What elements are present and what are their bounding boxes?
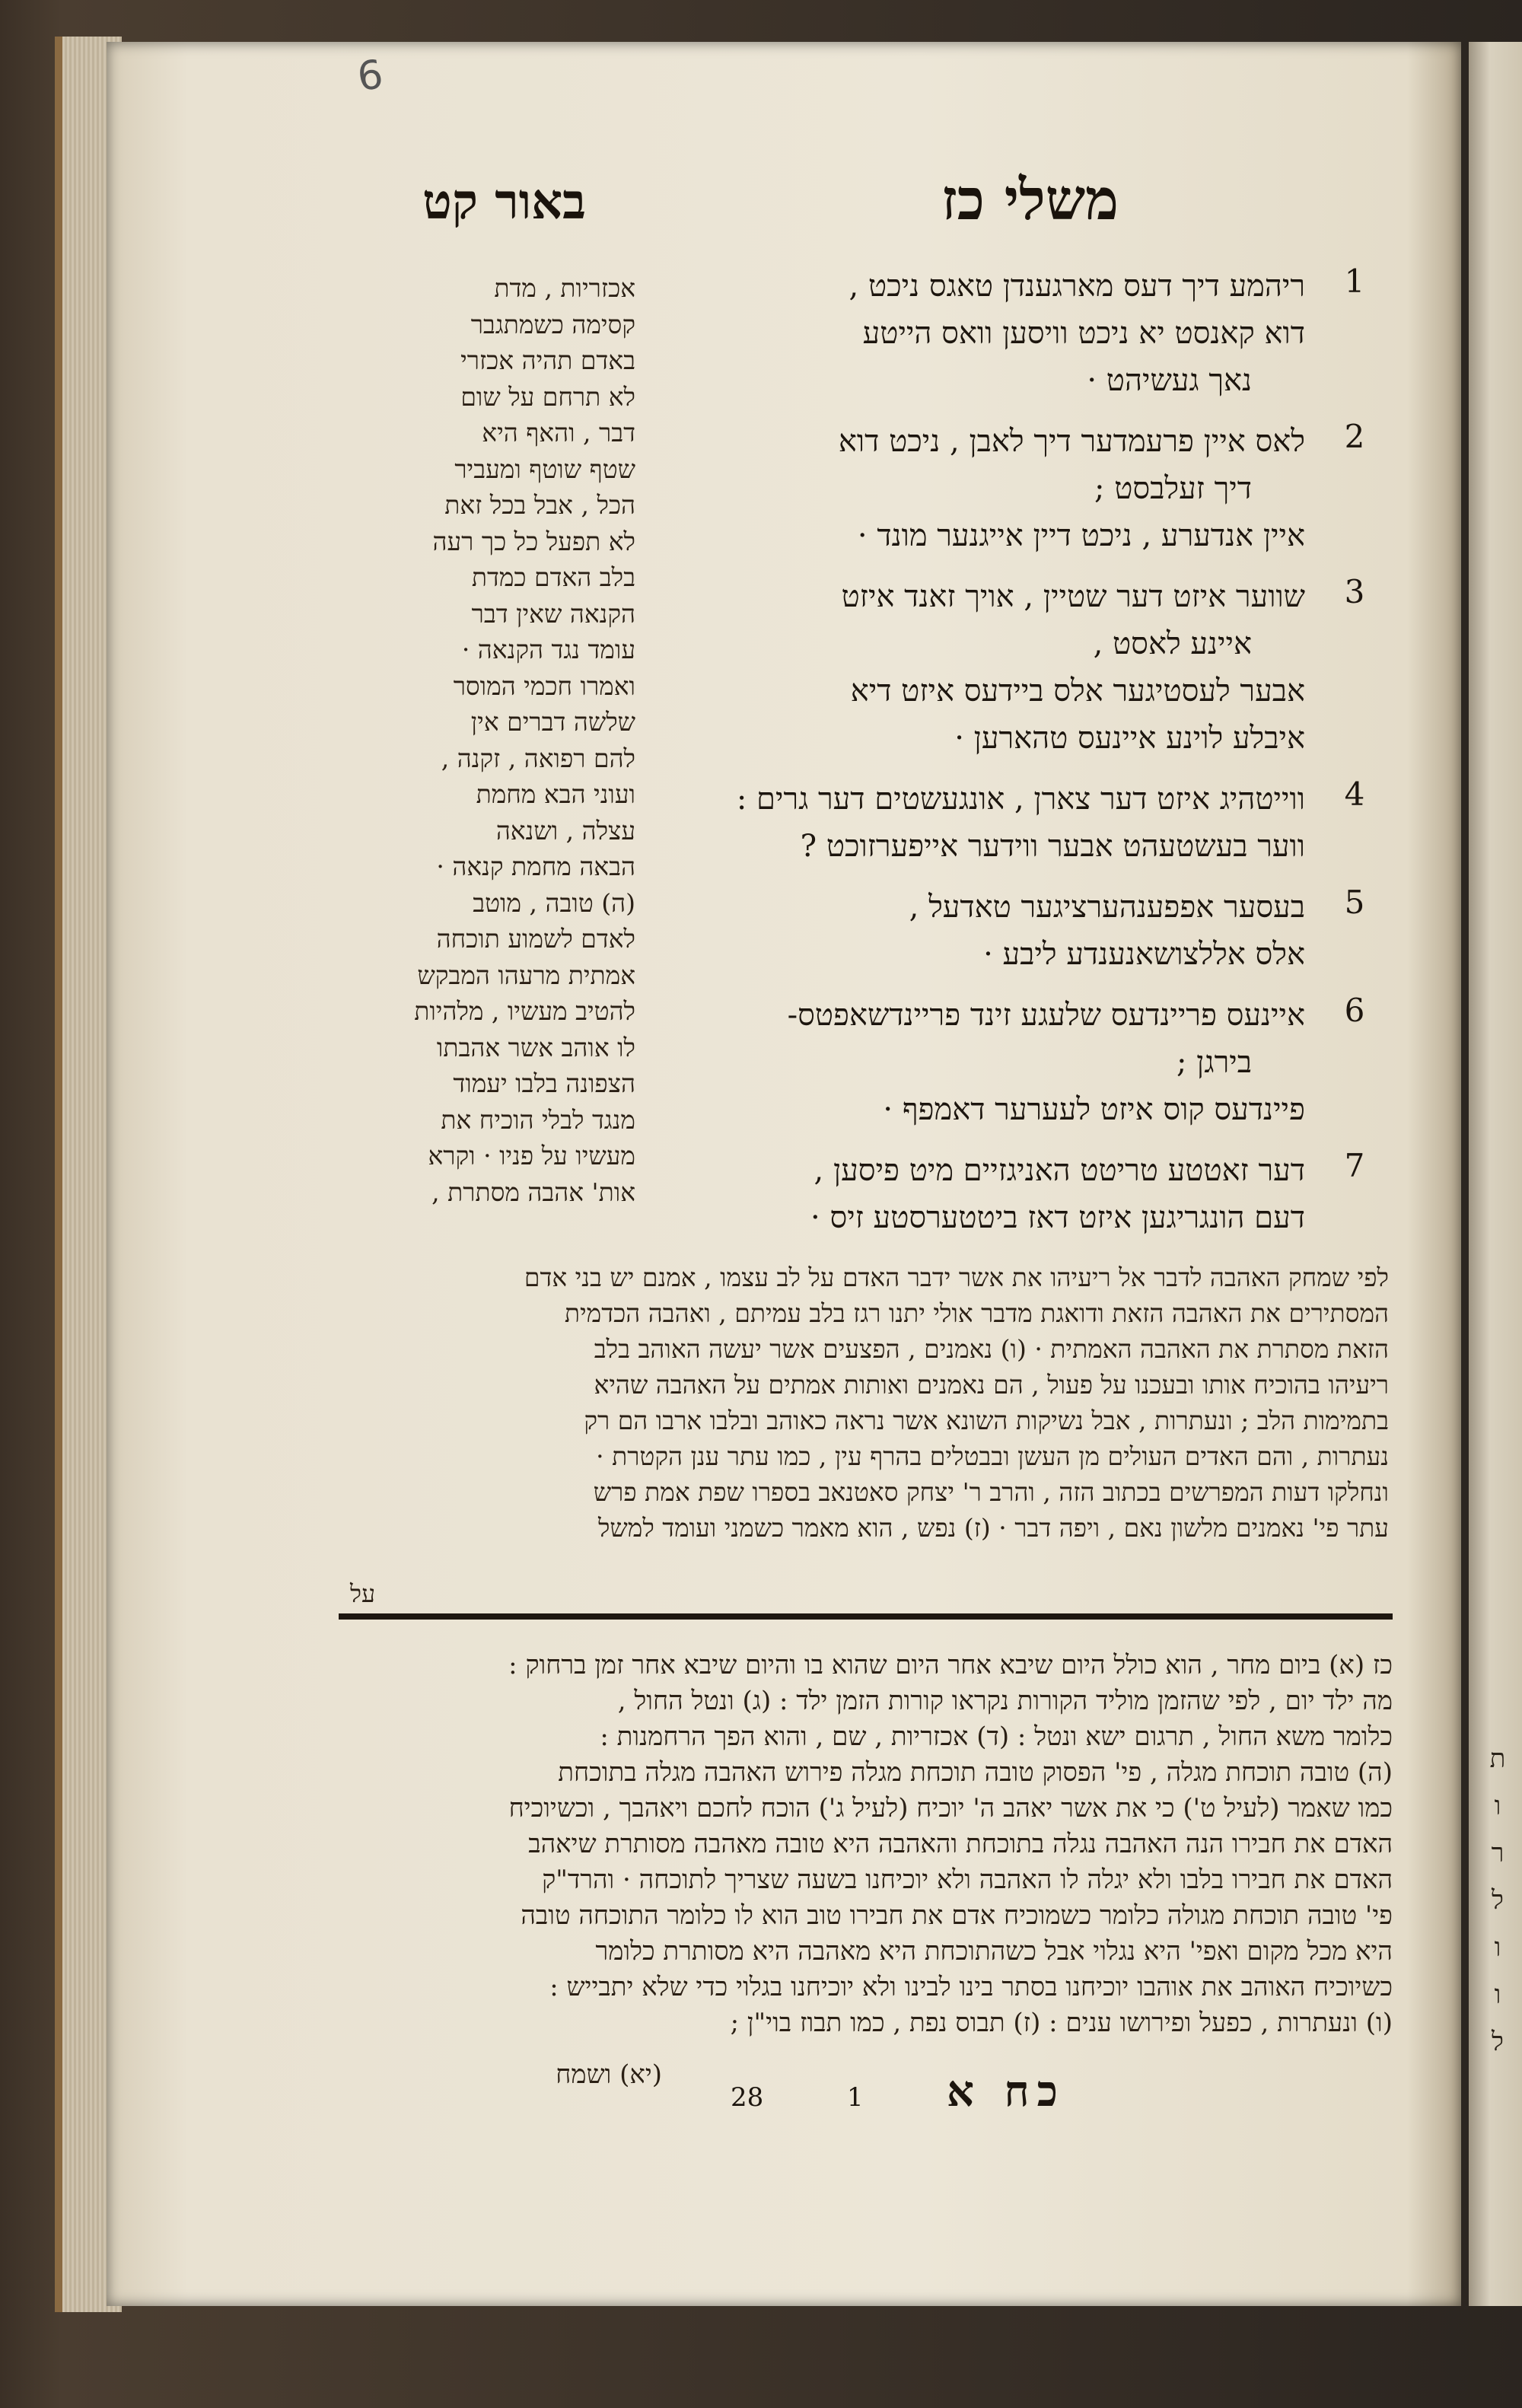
catchword-commentary: על bbox=[350, 1579, 376, 1608]
verse-number: 7 bbox=[1344, 1147, 1365, 1184]
commentary-line: להטיב מעשיו , מלהיות bbox=[414, 996, 635, 1026]
commentary-line: לאדם לשמוע תוכחה bbox=[436, 924, 635, 954]
facing-page-letters bbox=[1482, 1735, 1513, 2066]
facing-page-letter: ו bbox=[1494, 1932, 1501, 1963]
verse-line: נאך געשיהט · bbox=[1087, 363, 1252, 398]
verse-line: שווער איזט דער שטיין , אויך זאנד איזט bbox=[841, 579, 1305, 614]
commentary-line: עומד נגד הקנאה · bbox=[461, 635, 635, 664]
facing-page-letter: ו bbox=[1494, 1980, 1501, 2010]
facing-page-letter: ר bbox=[1491, 1838, 1504, 1868]
footnote-line: היא מכל מקום ואפי' היא נגלוי אבל כשהתוכחת היא מאהבה היא מסותרת כלומר bbox=[595, 1936, 1393, 1967]
commentary-wide bbox=[339, 1260, 1389, 1546]
verse bbox=[693, 418, 1377, 559]
commentary-line: לו אוהב אשר אהבתו bbox=[436, 1032, 635, 1062]
verse bbox=[693, 1147, 1377, 1241]
verse-line: לאס איין פרעמדער דיך לאבן , ניכט דוא bbox=[838, 424, 1305, 459]
verse bbox=[693, 884, 1377, 978]
commentary-line: שלשה דברים אין bbox=[470, 707, 635, 737]
verse-line: איינעס פריינדעס שלעגע זינד פריינדשאפטס- bbox=[787, 998, 1305, 1033]
commentary-line: הכל , אבל בכל זאת bbox=[444, 490, 635, 520]
verse bbox=[693, 263, 1377, 404]
pencil-mark: 6 bbox=[354, 51, 387, 101]
verse-line: ווער בעשטעהט אבער ווידער אייפערזוכט ? bbox=[800, 829, 1305, 864]
footnote-line: האדם את חבירו בלבו ולא יגלה לו האהבה ולא יוכיחנו בשעה שצריך לתוכחה · והרד"ק bbox=[542, 1865, 1393, 1895]
commentary-line: לפי שמחק האהבה לדבר אל ריעיהו את אשר ידבר האדם על לב עצמו , אמנם יש בני אדם bbox=[524, 1263, 1389, 1292]
footnote-line: פי' טובה תוכחת מגולה כלומר כשמוכיח אדם את חבירו טוב הוא לו כלומר התוכחה טובה bbox=[521, 1900, 1393, 1931]
verse-line: ווייטהיג איזט דער צארן , אונגעשטים דער גרים : bbox=[736, 782, 1305, 817]
commentary-line: מעשיו על פניו · וקרא bbox=[428, 1141, 635, 1171]
commentary-line: נעתרות , והם האדים העולים מן העשן ובבטלים בהרף עין , כמו עתר ענן הקטרת · bbox=[596, 1441, 1389, 1471]
verse bbox=[693, 573, 1377, 762]
page-number: 28 bbox=[731, 2082, 764, 2113]
verse-line: איינע לאסט , bbox=[1093, 626, 1252, 661]
footnote-line: (ו) ונעתרות , כפעל ופירושו ענים : (ז) תבוס נפת , כמו תבוז בוי"ן ; bbox=[730, 2008, 1393, 2038]
verse-line: איבלע לוינע איינעס טהארען · bbox=[954, 721, 1305, 756]
commentary-line: לא תפעל כל כך רעה bbox=[432, 526, 635, 556]
verse-line: אלס אללצושאנענדע ליבע · bbox=[983, 937, 1305, 972]
commentary-line: ונחלקו דעות המפרשים בכתוב הזה , והרב ר' יצחק סאטנאב בספרו שפת אמת פרש bbox=[593, 1477, 1389, 1507]
footnote-line: (ה) טובה תוכחת מגלה , פי' הפסוק טובה תוכחת מגלה פירוש האהבה מגלה בתוכחת bbox=[558, 1757, 1393, 1788]
running-header-main: משלי כז bbox=[941, 167, 1119, 233]
commentary-line: באדם תהיה אכזרי bbox=[460, 346, 635, 375]
commentary-column bbox=[339, 270, 635, 1210]
footnote-line: כשיוכיח האוהב את אוהבו יוכיחנו בסתר בינו לבינו ולא יוכיחנו בגלוי כדי שלא יתבייש : bbox=[549, 1972, 1393, 2002]
facing-page-letter: ת bbox=[1489, 1744, 1506, 1774]
verse-number: 2 bbox=[1344, 418, 1365, 455]
footnote-line: האדם את חבירו הנה האהבה נגלה בתוכחת והאהבה היא טובה מאהבה מסותרת שיאהב bbox=[528, 1829, 1393, 1859]
commentary-line: ריעיהו בהוכיח אותו ובעכנו על פעול , הם נאמנים ואותות אמתים על האהבה שהיא bbox=[594, 1370, 1389, 1400]
separator-rule bbox=[339, 1613, 1393, 1620]
commentary-line: הזאת מסתרת את האהבה האמתית · (ו) נאמנים , הפצעים אשר יעשה האוהב בלב bbox=[594, 1334, 1389, 1364]
commentary-line: שטף שוטף ומעביר bbox=[454, 454, 635, 484]
footnote-line: כלומר משא החול , תרגום ישא ונטל : (ד) אכזריות , שם , והוא הפך הרחמנות : bbox=[600, 1722, 1393, 1752]
commentary-line: (ה) טובה , מוטב bbox=[473, 887, 635, 918]
facing-page-letter: ו bbox=[1494, 1791, 1501, 1821]
signature-mark: כח א bbox=[947, 2066, 1065, 2117]
commentary-line: הצפונה בלבו יעמוד bbox=[453, 1069, 635, 1098]
footnote-line: מה ילד יום , לפי שהזמן מוליד הקורות נקראו קורות הזמן ילד : (ג) ונטל החול , bbox=[617, 1686, 1393, 1716]
commentary-line: עתר פי' נאמנים מלשון נאם , ויפה דבר · (ז) נפש , הוא מאמר כשמני ועומד למשל bbox=[597, 1513, 1389, 1543]
commentary-line: ועוני הבא מחמת bbox=[476, 779, 635, 809]
commentary-line: הקנאה שאין דבר bbox=[471, 598, 635, 629]
verse-line: דער זאטטע טריטט האניגזיים מיט פיסען , bbox=[814, 1153, 1305, 1188]
verse bbox=[693, 776, 1377, 870]
footnote-line: כז (א) ביום מחר , הוא כולל היום שיבא אחר היום שהוא בו והיום שיבא אחר זמן ברחוק : bbox=[508, 1650, 1393, 1680]
verse-number: 4 bbox=[1344, 776, 1365, 813]
commentary-line: בתמימות הלב ; ונעתרות , אבל נשיקות השונא אשר נראה כאוהב ובלבו ארבו הם רק bbox=[584, 1406, 1389, 1435]
verse-line: פיינדעס קוס איזט לעערער דאמפף · bbox=[883, 1092, 1305, 1127]
facing-page-letter: ל bbox=[1492, 2027, 1504, 2057]
commentary-line: עצלה , ושנאה bbox=[495, 815, 635, 846]
commentary-line: לא תרחם על שום bbox=[460, 381, 635, 412]
commentary-line: אמתית מרעהו המבקש bbox=[417, 960, 635, 990]
running-header-commentary: באור קט bbox=[422, 174, 586, 231]
verse-number: 3 bbox=[1344, 573, 1365, 610]
verse-line: דיך זעלבסט ; bbox=[1094, 471, 1252, 506]
verse-line: דוא קאנסט יא ניכט וויסען וואס הייטע bbox=[862, 316, 1305, 351]
signature-number: 1 bbox=[846, 2082, 864, 2113]
main-text-verses bbox=[693, 263, 1377, 1255]
commentary-line: להם רפואה , זקנה , bbox=[441, 743, 635, 773]
verse-number: 6 bbox=[1344, 992, 1365, 1029]
commentary-line: ואמרו חכמי המוסר bbox=[453, 670, 635, 701]
footnotes bbox=[335, 1648, 1393, 2041]
commentary-line: בלב האדם כמדת bbox=[471, 562, 635, 592]
verse-line: איין אנדערע , ניכט דיין אייגנער מונד · bbox=[857, 518, 1305, 553]
footnote-line: כמו שאמר (לעיל ט') כי את אשר יאהב ה' יוכיח (לעיל ג') הוכח לחכם ויאהבך , וכשיוכיח bbox=[508, 1793, 1393, 1824]
facing-page-letter: ל bbox=[1492, 1885, 1504, 1916]
verse-line: בעסער אפפענהערציגער טאדעל , bbox=[909, 890, 1305, 925]
commentary-line: המסתירים את האהבה הזאת ודואגת מדבר אולי יתנו רגז בלב עמיתם , ואהבה הכדמית bbox=[564, 1298, 1389, 1328]
verse-number: 1 bbox=[1344, 263, 1365, 300]
verse-line: אבער לעסטיגער אלס ביידעס איזט דיא bbox=[850, 674, 1305, 709]
commentary-line: אות' אהבה מסתרת , bbox=[431, 1177, 635, 1207]
verse-line: בירגן ; bbox=[1176, 1045, 1252, 1080]
verse bbox=[693, 992, 1377, 1133]
catchword-bottom: (יא) ושמח bbox=[556, 2059, 662, 2090]
verse-line: ריהמע דיך דעס מארגענדן טאגס ניכט , bbox=[849, 269, 1305, 304]
commentary-line: אכזריות , מדת bbox=[494, 273, 635, 303]
signature-line bbox=[731, 2066, 1065, 2117]
commentary-line: קסימה כשמתגבר bbox=[470, 309, 635, 339]
verse-number: 5 bbox=[1344, 884, 1365, 921]
verse-line: דעם הונגריגען איזט דאז ביטטערסטע זיס · bbox=[810, 1200, 1305, 1235]
commentary-line: דבר , והאף היא bbox=[482, 418, 635, 448]
commentary-line: מנגד לבלי הוכיח את bbox=[441, 1104, 635, 1135]
commentary-line: הבאה מחמת קנאה · bbox=[436, 852, 635, 881]
